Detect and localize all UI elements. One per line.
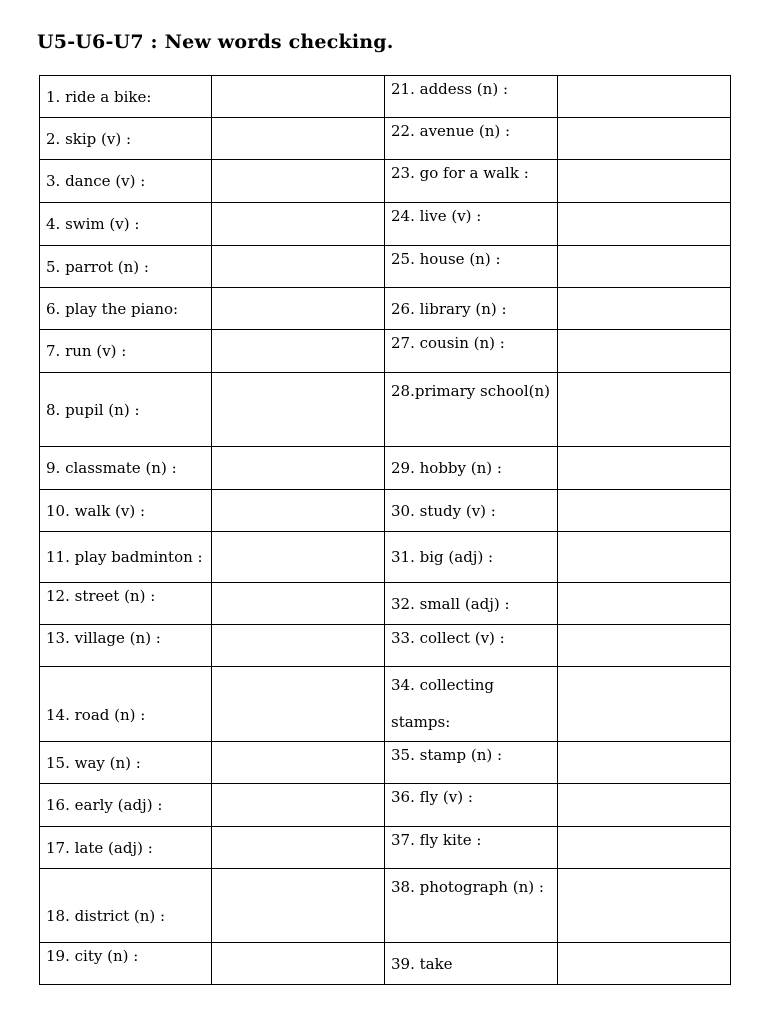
word-label-left: 11. play badminton : [40,532,212,583]
word-label-right: 38. photograph (n) : [385,869,558,943]
answer-cell-left[interactable] [212,532,385,583]
word-label-left: 7. run (v) : [40,330,212,373]
table-row [40,667,731,742]
word-label-right: 27. cousin (n) : [385,330,558,373]
word-label-right: 31. big (adj) : [385,532,558,583]
table-row [40,943,731,985]
answer-cell-right[interactable] [558,330,731,373]
word-label-left: 8. pupil (n) : [40,373,212,447]
answer-cell-right[interactable] [558,827,731,869]
vocabulary-table [39,75,731,985]
answer-cell-left[interactable] [212,447,385,490]
word-label-right: 25. house (n) : [385,246,558,288]
word-label-right: 26. library (n) : [385,288,558,330]
answer-cell-left[interactable] [212,869,385,943]
word-label-right: 21. addess (n) : [385,76,558,118]
word-label-right: 24. live (v) : [385,203,558,246]
word-label-right: 29. hobby (n) : [385,447,558,490]
table-row [40,288,731,330]
answer-cell-left[interactable] [212,742,385,784]
word-label-right: 33. collect (v) : [385,625,558,667]
word-label-right: 22. avenue (n) : [385,118,558,160]
word-label-left: 6. play the piano: [40,288,212,330]
table-row [40,330,731,373]
word-label-left: 5. parrot (n) : [40,246,212,288]
word-label-left: 19. city (n) : [40,943,212,985]
word-label-left: 18. district (n) : [40,869,212,943]
answer-cell-left[interactable] [212,625,385,667]
answer-cell-right[interactable] [558,76,731,118]
answer-cell-left[interactable] [212,943,385,985]
answer-cell-left[interactable] [212,76,385,118]
table-row [40,532,731,583]
table-row [40,373,731,447]
answer-cell-right[interactable] [558,742,731,784]
word-label-right: 37. fly kite : [385,827,558,869]
answer-cell-left[interactable] [212,246,385,288]
word-label-right: 30. study (v) : [385,490,558,532]
word-label-right: 36. fly (v) : [385,784,558,827]
word-label-left: 13. village (n) : [40,625,212,667]
word-label-left: 12. street (n) : [40,583,212,625]
page-title: U5-U6-U7 : New words checking. [37,31,394,53]
answer-cell-left[interactable] [212,490,385,532]
answer-cell-right[interactable] [558,532,731,583]
table-row [40,583,731,625]
word-label-right: 35. stamp (n) : [385,742,558,784]
table-row [40,76,731,118]
table-row [40,118,731,160]
table-row [40,827,731,869]
word-label-right: 23. go for a walk : [385,160,558,203]
table-row [40,490,731,532]
word-label-left: 10. walk (v) : [40,490,212,532]
answer-cell-left[interactable] [212,373,385,447]
answer-cell-left[interactable] [212,118,385,160]
answer-cell-right[interactable] [558,667,731,742]
answer-cell-right[interactable] [558,490,731,532]
answer-cell-left[interactable] [212,160,385,203]
word-label-left: 4. swim (v) : [40,203,212,246]
word-label-right: 28.primary school(n) [385,373,558,447]
answer-cell-right[interactable] [558,246,731,288]
table-row [40,447,731,490]
word-label-left: 17. late (adj) : [40,827,212,869]
table-row [40,160,731,203]
answer-cell-right[interactable] [558,784,731,827]
answer-cell-left[interactable] [212,288,385,330]
word-label-right: 39. take [385,943,558,985]
word-label-left: 1. ride a bike: [40,76,212,118]
answer-cell-right[interactable] [558,118,731,160]
table-row [40,784,731,827]
table-row [40,625,731,667]
answer-cell-left[interactable] [212,827,385,869]
word-label-left: 16. early (adj) : [40,784,212,827]
answer-cell-right[interactable] [558,373,731,447]
answer-cell-right[interactable] [558,288,731,330]
answer-cell-left[interactable] [212,330,385,373]
word-label-right: 34. collecting stamps: [385,667,558,742]
answer-cell-right[interactable] [558,943,731,985]
table-row [40,742,731,784]
answer-cell-left[interactable] [212,667,385,742]
answer-cell-right[interactable] [558,203,731,246]
table-row [40,869,731,943]
answer-cell-left[interactable] [212,203,385,246]
answer-cell-right[interactable] [558,583,731,625]
answer-cell-right[interactable] [558,447,731,490]
answer-cell-left[interactable] [212,583,385,625]
word-label-left: 9. classmate (n) : [40,447,212,490]
word-label-left: 3. dance (v) : [40,160,212,203]
word-label-left: 15. way (n) : [40,742,212,784]
table-row [40,203,731,246]
answer-cell-right[interactable] [558,869,731,943]
answer-cell-right[interactable] [558,625,731,667]
word-label-left: 2. skip (v) : [40,118,212,160]
table-row [40,246,731,288]
answer-cell-left[interactable] [212,784,385,827]
answer-cell-right[interactable] [558,160,731,203]
word-label-right: 32. small (adj) : [385,583,558,625]
word-label-left: 14. road (n) : [40,667,212,742]
